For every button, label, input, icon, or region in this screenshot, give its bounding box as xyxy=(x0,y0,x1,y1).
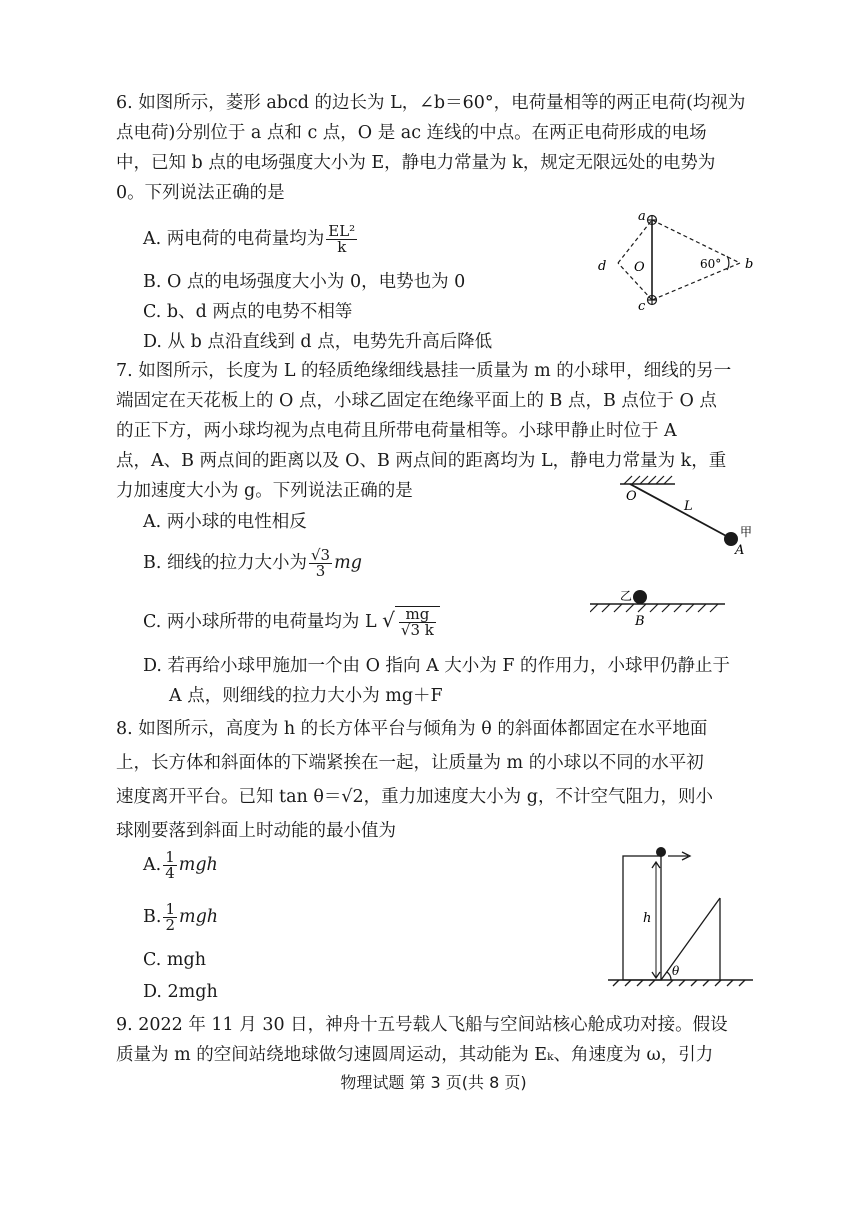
label-A: A xyxy=(735,543,745,558)
q6-stem-line-2: 点电荷)分别位于 a 点和 c 点，O 是 ac 连线的中点。在两正电荷形成的电场 xyxy=(116,123,707,143)
label-L: L xyxy=(684,499,693,514)
label-c: c xyxy=(638,299,646,314)
q8-option-b-text: B. xyxy=(143,907,162,927)
q8-option-b-fraction xyxy=(163,902,177,933)
q7-option-c-text: C. 两小球所带的电荷量均为 L xyxy=(143,612,377,632)
fraction-denominator: k xyxy=(337,238,347,256)
angle-b-arc xyxy=(727,256,729,270)
platform-rect xyxy=(623,856,661,980)
fraction-denominator: 4 xyxy=(165,864,175,882)
q8-stem-line-4: 球刚要落到斜面上时动能的最小值为 xyxy=(116,821,396,841)
question-9 xyxy=(116,1010,756,1070)
string-OA xyxy=(630,484,730,538)
q7-option-d-line-1: D. 若再给小球甲施加一个由 O 指向 A 大小为 F 的作用力，小球甲仍静止于 xyxy=(143,656,731,676)
fraction-denominator: 2 xyxy=(165,916,175,934)
q7-stem-line-2: 端固定在天花板上的 O 点，小球乙固定在绝缘平面上的 B 点，B 点位于 O 点 xyxy=(116,391,717,411)
fraction-numerator: EL² xyxy=(328,222,356,240)
q8-option-a xyxy=(143,850,218,881)
page-footer: 物理试题 第 3 页(共 8 页) xyxy=(340,1073,527,1092)
q7-stem-line-3: 的正下方，两小球均视为点电荷且所带电荷量相等。小球甲静止时位于 A xyxy=(116,421,677,441)
fraction-denominator: √3 k xyxy=(400,621,434,639)
label-theta: θ xyxy=(672,964,680,978)
fraction-numerator: √3 xyxy=(311,546,331,564)
label-jia: 甲 xyxy=(740,525,753,539)
q6-option-c: C. b、d 两点的电势不相等 xyxy=(143,302,353,322)
label-O: O xyxy=(626,489,637,504)
q8-option-c: C. mgh xyxy=(143,950,206,970)
q8-option-b xyxy=(143,902,218,933)
rhombus-side-bc xyxy=(652,263,740,300)
q8-platform-figure xyxy=(608,840,758,990)
q7-stem-line-5: 力加速度大小为 g。下列说法正确的是 xyxy=(116,481,413,501)
q8-option-b-suffix: mgh xyxy=(178,907,219,927)
label-h: h xyxy=(643,911,652,926)
ball-icon xyxy=(656,847,666,857)
q6-option-d: D. 从 b 点沿直线到 d 点，电势先升高后降低 xyxy=(143,332,493,352)
q9-stem-line-2: 质量为 m 的空间站绕地球做匀速圆周运动，其动能为 Eₖ、角速度为 ω，引力 xyxy=(116,1045,714,1065)
q8-stem-line-3: 速度离开平台。已知 tan θ＝√2，重力加速度大小为 g，不计空气阻力，则小 xyxy=(116,787,713,807)
q7-option-a: A. 两小球的电性相反 xyxy=(143,512,307,532)
q6-stem-line-4: 0。下列说法正确的是 xyxy=(116,183,285,203)
theta-arc xyxy=(667,972,671,980)
q7-option-b-suffix: mg xyxy=(334,553,362,573)
rhombus-side-da xyxy=(618,220,652,263)
incline-hypotenuse xyxy=(661,898,720,980)
q8-option-d: D. 2mgh xyxy=(143,982,218,1002)
q8-option-a-fraction xyxy=(163,850,177,881)
q8-option-a-suffix: mgh xyxy=(178,855,218,875)
label-yi: 乙 xyxy=(620,589,633,603)
q6-stem-line-1: 6. 如图所示，菱形 abcd 的边长为 L，∠b＝60°，电荷量相等的两正电荷(均视为 xyxy=(116,93,746,113)
q8-option-a-text: A. xyxy=(143,855,162,875)
sqrt-symbol: √ xyxy=(382,608,395,632)
label-a: a xyxy=(638,209,646,224)
ball-yi-icon xyxy=(633,590,647,604)
label-d: d xyxy=(598,259,607,274)
q7-option-b xyxy=(143,548,362,579)
label-angle: 60° xyxy=(700,257,722,271)
label-b: b xyxy=(745,257,754,272)
q6-stem-line-3: 中，已知 b 点的电场强度大小为 E，静电力常量为 k，规定无限远处的电势为 xyxy=(116,153,716,173)
q6-rhombus-figure xyxy=(590,208,770,318)
q7-option-d-line-2: A 点，则细线的拉力大小为 mg＋F xyxy=(169,686,443,706)
q7-option-c xyxy=(143,606,440,638)
q7-option-b-text: B. 细线的拉力大小为 xyxy=(143,553,307,573)
q7-pendulum-figure xyxy=(590,470,765,640)
q6-option-a xyxy=(143,224,359,255)
q6-option-b: B. O 点的电场强度大小为 0，电势也为 0 xyxy=(143,272,466,292)
q8-stem-line-1: 8. 如图所示，高度为 h 的长方体平台与倾角为 θ 的斜面体都固定在水平地面 xyxy=(116,719,708,739)
q7-option-c-fraction xyxy=(399,607,436,638)
q9-stem-line-1: 9. 2022 年 11 月 30 日，神舟十五号载人飞船与空间站核心舱成功对接。假设 xyxy=(116,1015,728,1035)
q7-option-c-radical xyxy=(395,606,440,638)
question-8 xyxy=(116,712,756,848)
question-6 xyxy=(116,88,756,208)
q7-stem-line-4: 点，A、B 两点间的距离以及 O、B 两点间的距离均为 L，静电力常量为 k，重 xyxy=(116,451,727,471)
label-B: B xyxy=(635,614,645,629)
fraction-numerator: mg xyxy=(399,607,436,623)
q8-stem-line-2: 上，长方体和斜面体的下端紧挨在一起，让质量为 m 的小球以不同的水平初 xyxy=(116,753,704,773)
fraction-numerator: 1 xyxy=(165,900,175,918)
fraction-numerator: 1 xyxy=(165,848,175,866)
label-O: O xyxy=(634,260,645,275)
q7-option-b-fraction xyxy=(309,548,332,579)
fraction-denominator: 3 xyxy=(315,562,326,580)
q6-option-a-fraction xyxy=(326,224,357,255)
q7-stem-line-1: 7. 如图所示，长度为 L 的轻质绝缘细线悬挂一质量为 m 的小球甲，细线的另一 xyxy=(116,361,732,381)
q6-option-a-text: A. 两电荷的电荷量均为 xyxy=(143,229,325,249)
